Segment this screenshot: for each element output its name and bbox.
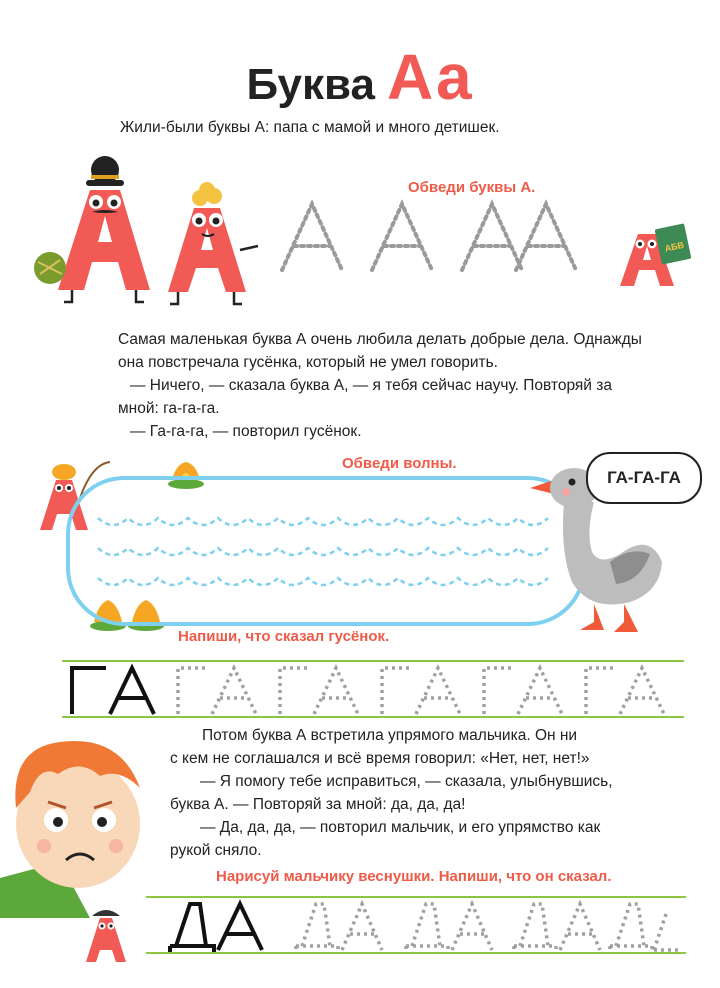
page-title bbox=[0, 40, 720, 114]
story1-line-1: Самая маленькая буква А очень любила делать добрые дела. Однажды bbox=[118, 331, 642, 348]
cap-letter-icon bbox=[80, 904, 130, 964]
solid-letter-a2 bbox=[218, 904, 262, 950]
wave-line-2 bbox=[98, 548, 548, 555]
story2-line-4: буква А. — Повторяй за мной: да, да, да! bbox=[170, 796, 466, 813]
story1-line-5: — Га-га-га, — повторил гусёнок. bbox=[130, 423, 362, 440]
speech-text: ГА-ГА-ГА bbox=[607, 468, 681, 487]
dashed-letters bbox=[178, 668, 664, 714]
story1-line-2: она повстречала гусёнка, который не умел говорить. bbox=[118, 354, 498, 371]
story-paragraph-1 bbox=[118, 328, 698, 443]
story2-line-5: — Да, да, да, — повторил мальчик, и его упрямство как bbox=[200, 819, 601, 836]
title-word: Буква bbox=[246, 60, 375, 109]
letter-family-illustration bbox=[28, 150, 268, 310]
story2-line-3: — Я помогу тебе исправиться, — сказала, улыбнувшись, bbox=[200, 773, 613, 790]
title-letters: Аа bbox=[386, 41, 474, 113]
trace-letters-row[interactable] bbox=[280, 200, 580, 272]
task-draw-freckles: Нарисуй мальчику веснушки. Напиши, что он сказал. bbox=[216, 868, 612, 885]
trace-ga-letters bbox=[70, 666, 680, 716]
task-write-goose: Напиши, что сказал гусёнок. bbox=[178, 628, 390, 645]
trace-da-letters bbox=[166, 902, 686, 954]
boy-illustration bbox=[0, 728, 160, 918]
little-letter-with-book-icon bbox=[612, 222, 692, 302]
story1-line-4: мной: га-га-га. bbox=[118, 400, 220, 417]
solid-letter-a bbox=[110, 668, 154, 714]
story2-line-2: с кем не соглашался и всё время говорил: «Нет, нет, нет!» bbox=[170, 750, 590, 767]
dashed-da-letters bbox=[296, 904, 678, 952]
trace-letter-a-2 bbox=[372, 204, 432, 270]
story2-line-1: Потом буква А встретила упрямого мальчика. Он ни bbox=[202, 727, 578, 744]
writing-row-goose[interactable] bbox=[62, 660, 684, 720]
story-paragraph-2 bbox=[170, 724, 696, 862]
solid-letter-d bbox=[170, 904, 214, 952]
writing-row-boy[interactable] bbox=[146, 896, 686, 956]
solid-letter-g bbox=[72, 668, 106, 714]
story1-line-3: — Ничего, — сказала буква А, — я тебя сейчас научу. Повторяй за bbox=[130, 377, 612, 394]
guide-line-top bbox=[146, 896, 686, 898]
trace-letter-a-4 bbox=[516, 204, 576, 270]
story2-line-6: рукой сняло. bbox=[170, 842, 262, 859]
dad-letter-icon bbox=[34, 156, 150, 302]
wave-line-3 bbox=[98, 578, 548, 585]
guide-line-top bbox=[62, 660, 684, 662]
trace-letter-a-3 bbox=[462, 204, 522, 270]
task-trace-letters: Обведи буквы А. bbox=[408, 179, 536, 196]
wave-line-1 bbox=[98, 518, 548, 525]
guide-line-bottom bbox=[62, 716, 684, 718]
intro-text: Жили-были буквы А: папа с мамой и много детишек. bbox=[120, 119, 500, 136]
book-label: АБВ bbox=[663, 239, 685, 254]
waves-frame bbox=[66, 476, 586, 628]
speech-bubble bbox=[586, 452, 702, 504]
trace-letter-a-1 bbox=[282, 204, 342, 270]
mom-letter-icon bbox=[168, 182, 258, 304]
task-trace-waves: Обведи волны. bbox=[342, 455, 457, 472]
